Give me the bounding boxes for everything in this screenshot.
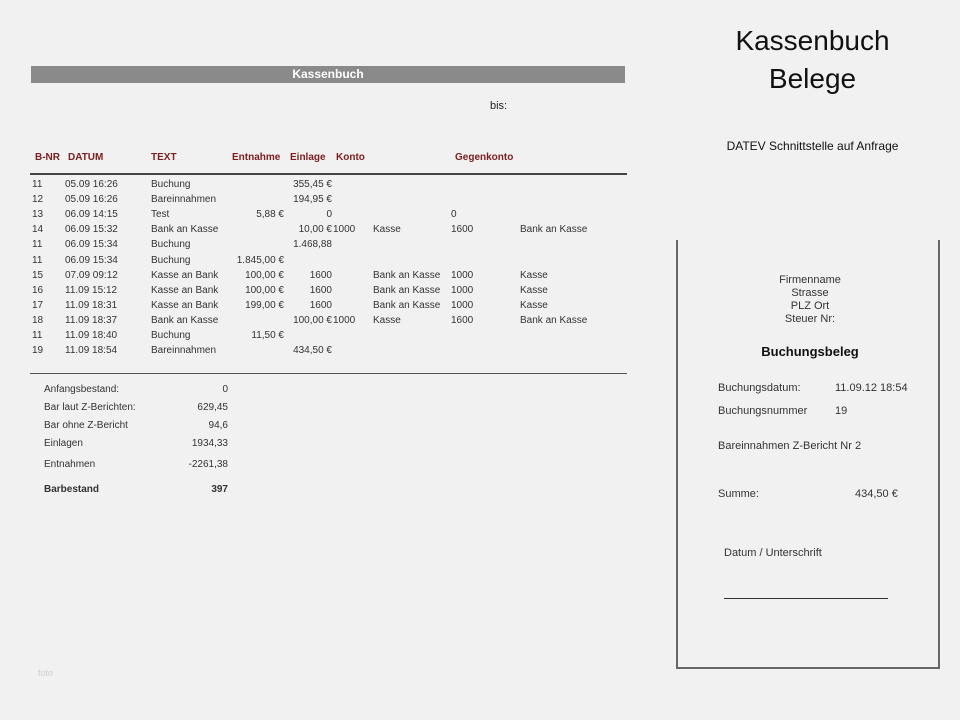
cell-konto-name: Bank an Kasse — [373, 284, 441, 296]
cell-gegen-nr: 1600 — [451, 314, 474, 326]
firm-street: Strasse — [791, 287, 829, 299]
booking-number-value: 19 — [835, 405, 848, 417]
booking-description: Bareinnahmen Z-Bericht Nr 2 — [718, 440, 862, 452]
cell-bnr: 15 — [32, 269, 44, 281]
sum-value: 434,50 € — [855, 488, 898, 500]
signature-label: Datum / Unterschrift — [724, 547, 822, 559]
datev-note: DATEV Schnittstelle auf Anfrage — [726, 139, 899, 153]
cell-datum: 11.09 18:31 — [65, 299, 118, 311]
summary-label: Bar laut Z-Berichten: — [44, 402, 136, 413]
cell-bnr: 16 — [32, 284, 44, 296]
cell-text: Buchung — [151, 254, 191, 266]
cell-konto-name: Kasse — [373, 224, 401, 236]
barbestand-value: 397 — [211, 484, 228, 495]
summary-value: 94,6 — [208, 420, 228, 431]
cell-bnr: 11 — [32, 254, 43, 266]
cell-datum: 06.09 15:34 — [65, 254, 118, 266]
cell-datum: 06.09 15:32 — [65, 224, 118, 236]
cell-gegen: Bank an Kasse — [520, 224, 588, 236]
cell-gegen-nr: 1000 — [451, 269, 474, 281]
cell-text: Buchung — [151, 179, 191, 190]
cell-entnahme: 100,00 € — [245, 284, 284, 296]
summary-value: 0 — [222, 384, 228, 395]
summary-label: Anfangsbestand: — [44, 384, 120, 395]
summary-label: Einlagen — [44, 438, 83, 449]
booking-date-value: 11.09.12 18:54 — [835, 382, 908, 394]
cell-bnr: 11 — [32, 330, 43, 341]
cell-entnahme: 100,00 € — [245, 269, 284, 281]
col-header-text: TEXT — [151, 152, 177, 163]
cell-einlage: 1600 — [309, 284, 332, 296]
cell-bnr: 17 — [32, 299, 44, 311]
cell-konto: 1000 — [333, 224, 356, 236]
firm-tax: Steuer Nr: — [784, 313, 836, 325]
cell-entnahme: 11,50 € — [251, 330, 284, 341]
cell-konto-name: Bank an Kasse — [373, 299, 441, 311]
heading-line-2: Belege — [768, 63, 857, 94]
summary-label: Bar ohne Z-Bericht — [44, 420, 128, 431]
cell-einlage: 1.468,88 — [293, 239, 332, 251]
col-header-konto: Konto — [336, 152, 365, 163]
cell-konto: 1000 — [333, 314, 356, 326]
col-header-gegenkonto: Gegenkonto — [455, 152, 514, 163]
heading-line-1: Kassenbuch — [735, 25, 890, 56]
cell-bnr: 13 — [32, 209, 44, 221]
cell-datum: 11.09 18:40 — [65, 330, 118, 341]
cell-bnr: 19 — [32, 345, 44, 357]
cell-gegen: Kasse — [520, 299, 548, 311]
cell-gegen-nr: 1000 — [451, 284, 474, 296]
cell-datum: 06.09 14:15 — [65, 209, 118, 221]
cell-text: Bareinnahmen — [151, 194, 217, 206]
watermark: foto — [38, 668, 54, 678]
cell-text: Kasse an Bank — [151, 299, 219, 311]
sum-label: Summe: — [718, 488, 759, 500]
cell-datum: 11.09 18:54 — [65, 345, 118, 357]
cell-einlage: 1600 — [309, 269, 332, 281]
page-heading — [700, 22, 925, 98]
cell-datum: 06.09 15:34 — [65, 239, 118, 251]
bis-label: bis: — [490, 100, 508, 112]
cell-gegen-nr: 1600 — [451, 224, 474, 236]
voucher-title: Buchungsbeleg — [761, 344, 859, 359]
booking-date-label: Buchungsdatum: — [718, 382, 801, 394]
firm-name: Firmenname — [779, 274, 841, 286]
signature-line — [724, 598, 888, 599]
cell-datum: 11.09 15:12 — [65, 284, 118, 296]
col-header-datum: DATUM — [68, 152, 104, 163]
report-title-bar: Kassenbuch — [31, 66, 625, 83]
cell-einlage: 1600 — [309, 299, 332, 311]
cell-einlage: 0 — [326, 209, 332, 221]
cell-konto-name: Bank an Kasse — [373, 269, 441, 281]
cell-konto-name: Kasse — [373, 314, 401, 326]
voucher-card — [676, 240, 940, 669]
cell-text: Test — [151, 209, 170, 221]
cell-datum: 11.09 18:37 — [65, 314, 118, 326]
cell-text: Bank an Kasse — [151, 314, 219, 326]
cell-bnr: 18 — [32, 314, 44, 326]
cell-text: Buchung — [151, 239, 191, 251]
cell-bnr: 14 — [32, 224, 44, 236]
header-divider — [30, 173, 627, 175]
cell-text: Bank an Kasse — [151, 224, 219, 236]
cell-einlage: 194,95 € — [293, 194, 332, 206]
cell-bnr: 11 — [32, 179, 43, 190]
cell-gegen-nr: 1000 — [451, 299, 474, 311]
firm-city: PLZ Ort — [790, 300, 830, 312]
cell-entnahme: 1.845,00 € — [236, 254, 284, 266]
col-header-bnr: B-NR — [35, 152, 60, 163]
cell-einlage: 100,00 € — [293, 314, 332, 326]
col-header-entnahme: Entnahme — [232, 152, 281, 163]
cell-datum: 05.09 16:26 — [65, 179, 118, 190]
cell-gegen: Kasse — [520, 284, 548, 296]
cell-text: Buchung — [151, 330, 191, 341]
cell-gegen: Bank an Kasse — [520, 314, 588, 326]
cell-gegen: Kasse — [520, 269, 548, 281]
col-header-einlage: Einlage — [290, 152, 326, 163]
cell-datum: 05.09 16:26 — [65, 194, 118, 206]
booking-number-label: Buchungsnummer — [718, 405, 808, 417]
summary-value: 1934,33 — [191, 438, 228, 449]
cell-entnahme: 5,88 € — [256, 209, 284, 221]
summary-value: -2261,38 — [188, 459, 228, 470]
cell-einlage: 10,00 € — [298, 224, 332, 236]
summary-divider — [30, 373, 627, 374]
cell-text: Kasse an Bank — [151, 269, 219, 281]
cell-bnr: 12 — [32, 194, 44, 206]
cell-gegen-nr: 0 — [451, 209, 457, 221]
summary-value: 629,45 — [197, 402, 228, 413]
cell-datum: 07.09 09:12 — [65, 269, 118, 281]
cell-bnr: 11 — [32, 239, 43, 251]
cell-text: Bareinnahmen — [151, 345, 217, 357]
summary-label: Entnahmen — [44, 459, 96, 470]
barbestand-label: Barbestand — [44, 484, 100, 495]
cell-text: Kasse an Bank — [151, 284, 219, 296]
cell-entnahme: 199,00 € — [245, 299, 284, 311]
cell-einlage: 434,50 € — [293, 345, 332, 357]
cell-einlage: 355,45 € — [293, 179, 332, 190]
